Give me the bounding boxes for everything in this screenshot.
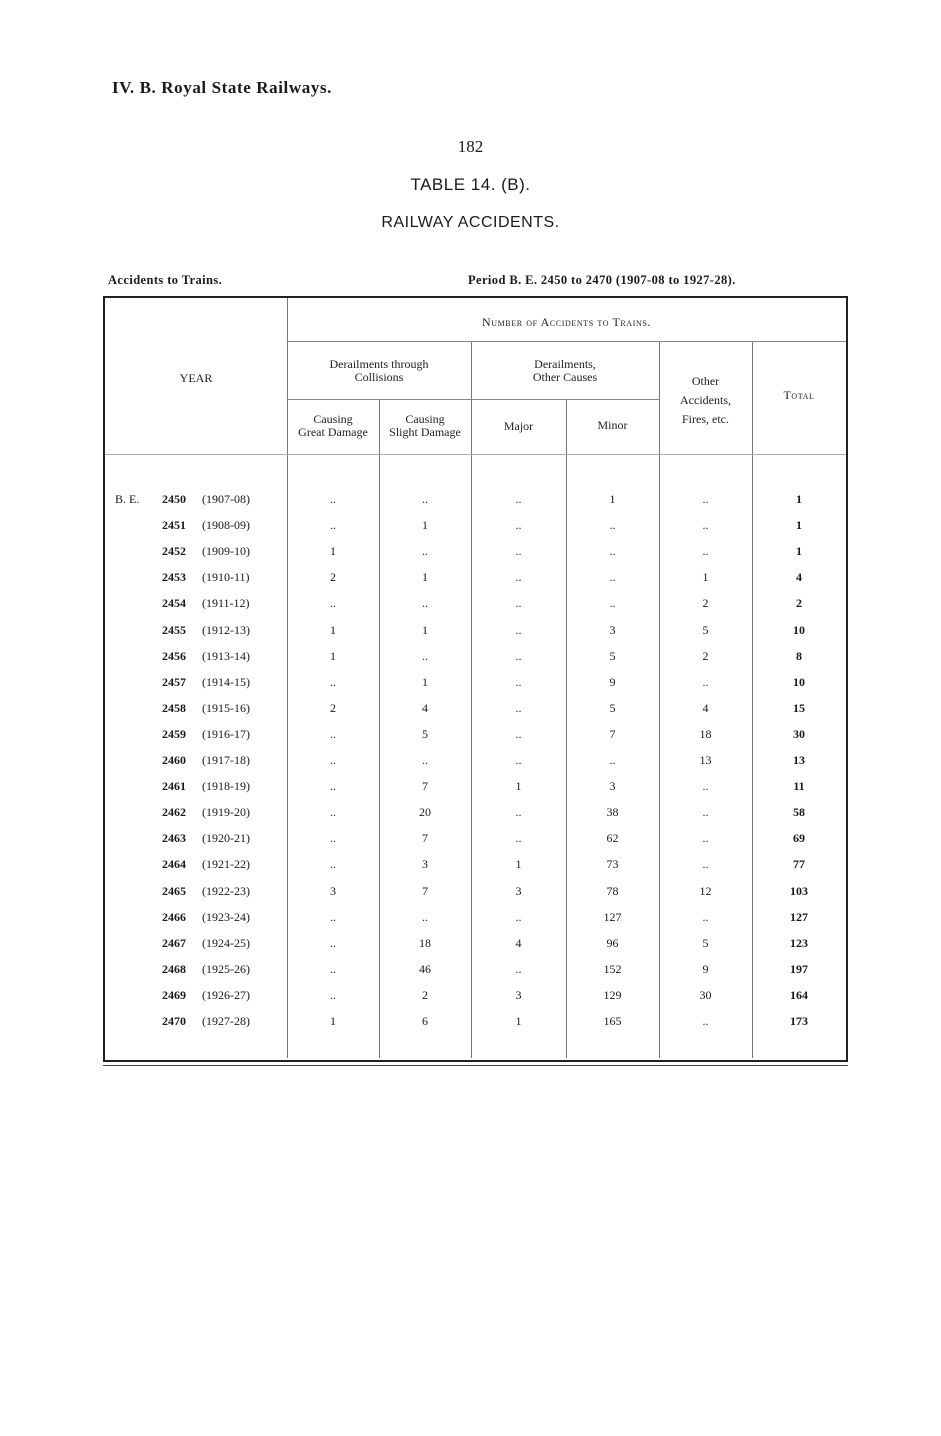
minor-cell: 1 <box>609 492 616 506</box>
other-cell: 13 <box>699 753 712 767</box>
slight-cell: 1 <box>422 570 428 585</box>
major-cell: .. <box>515 492 522 506</box>
minor-cell: 96 <box>606 935 619 950</box>
great-cell: .. <box>330 935 336 950</box>
major-cell: 3 <box>515 987 522 1002</box>
slight-cell: .. <box>422 648 428 663</box>
other-cell: .. <box>702 518 709 533</box>
great-cell: .. <box>330 518 336 533</box>
minor-cell: 62 <box>606 831 619 846</box>
great-cell: 1 <box>330 622 336 637</box>
buddhist-era-year: 2461 <box>162 779 186 794</box>
gregorian-year: (1911-12) <box>202 596 250 611</box>
table-right-caption: Period B. E. 2450 to 2470 (1907-08 to 1927-28). <box>468 273 736 287</box>
other-accidents-line-1: Other <box>691 374 720 388</box>
great-cell: .. <box>330 961 336 976</box>
table-row <box>0 831 941 857</box>
great-cell: .. <box>330 492 336 506</box>
collisions-group-line-1: Derailments through <box>329 357 429 371</box>
total-cell: 13 <box>793 753 805 767</box>
table-row <box>0 544 941 570</box>
total-cell: 2 <box>796 596 802 611</box>
minor-cell: 127 <box>603 909 622 924</box>
other-cell: .. <box>702 909 709 924</box>
major-cell: .. <box>515 622 522 637</box>
major-cell: .. <box>515 674 522 689</box>
gregorian-year: (1918-19) <box>202 779 250 794</box>
other-causes-group-heading <box>471 358 659 384</box>
gregorian-year: (1915-16) <box>202 700 250 715</box>
buddhist-era-year: 2467 <box>162 935 186 950</box>
other-accidents-heading <box>659 372 752 429</box>
total-cell: 164 <box>790 987 808 1002</box>
buddhist-era-year: 2452 <box>162 544 186 559</box>
slight-cell: 2 <box>422 987 428 1002</box>
gregorian-year: (1926-27) <box>202 987 250 1002</box>
total-cell: 15 <box>793 700 805 715</box>
total-cell: 103 <box>790 883 808 898</box>
major-cell: .. <box>515 805 522 820</box>
buddhist-era-year: 2470 <box>162 1014 186 1028</box>
great-damage-line-1: Causing <box>313 412 353 426</box>
buddhist-era-year: 2458 <box>162 700 186 715</box>
table-row <box>0 936 941 962</box>
buddhist-era-year: 2457 <box>162 674 186 689</box>
other-cell: .. <box>702 544 709 559</box>
total-cell: 69 <box>793 831 805 846</box>
gregorian-year: (1907-08) <box>202 492 250 506</box>
other-cell: 5 <box>702 935 709 950</box>
total-cell: 1 <box>796 518 802 533</box>
table-row <box>0 701 941 727</box>
total-cell: 10 <box>793 622 805 637</box>
total-cell: 77 <box>793 857 805 872</box>
table-row <box>0 753 941 779</box>
section-title: IV. B. Royal State Railways. <box>112 78 333 97</box>
minor-cell: 3 <box>609 622 616 637</box>
gregorian-year: (1912-13) <box>202 622 250 637</box>
other-cell: 2 <box>702 648 709 663</box>
great-damage-line-2: Great Damage <box>298 425 368 439</box>
great-cell: 3 <box>330 883 336 898</box>
other-cell: .. <box>702 779 709 794</box>
slight-cell: .. <box>422 596 428 611</box>
other-cell: 4 <box>702 700 709 715</box>
other-cell: 5 <box>702 622 709 637</box>
slight-cell: 20 <box>419 805 431 820</box>
minor-cell: .. <box>609 753 616 767</box>
other-cell: .. <box>702 1014 709 1028</box>
buddhist-era-year: 2464 <box>162 857 186 872</box>
great-cell: .. <box>330 753 336 767</box>
slight-cell: .. <box>422 909 428 924</box>
buddhist-era-year: 2462 <box>162 805 186 820</box>
collisions-group-line-2: Collisions <box>354 370 404 384</box>
minor-cell: 5 <box>609 648 616 663</box>
great-cell: .. <box>330 831 336 846</box>
major-cell: 3 <box>515 883 522 898</box>
great-cell: .. <box>330 805 336 820</box>
table-row <box>0 805 941 831</box>
table-row <box>0 623 941 649</box>
other-cell: 30 <box>699 987 712 1002</box>
other-accidents-line-2: Accidents, <box>680 393 731 407</box>
slight-damage-heading <box>379 413 471 439</box>
buddhist-era-year: 2459 <box>162 726 186 741</box>
total-cell: 4 <box>796 570 802 585</box>
buddhist-era-year: 2460 <box>162 753 186 767</box>
other-cell: .. <box>702 805 709 820</box>
slight-damage-line-1: Causing <box>405 412 445 426</box>
header-rule <box>105 454 846 455</box>
minor-cell: .. <box>609 518 616 533</box>
slight-cell: 1 <box>422 674 428 689</box>
table-row <box>0 518 941 544</box>
slight-cell: 7 <box>422 831 428 846</box>
minor-cell: 3 <box>609 779 616 794</box>
other-cell: 1 <box>702 570 709 585</box>
major-cell: .. <box>515 726 522 741</box>
other-cell: 18 <box>699 726 712 741</box>
minor-heading: Minor <box>597 418 628 432</box>
era-label: B. E. <box>115 492 140 506</box>
total-cell: 173 <box>790 1014 808 1028</box>
great-cell: .. <box>330 726 336 741</box>
gregorian-year: (1921-22) <box>202 857 250 872</box>
major-cell: .. <box>515 753 522 767</box>
minor-cell: 7 <box>609 726 616 741</box>
other-cell: .. <box>702 831 709 846</box>
buddhist-era-year: 2453 <box>162 570 186 585</box>
slight-cell: 4 <box>422 700 428 715</box>
great-cell: .. <box>330 909 336 924</box>
table-row <box>0 962 941 988</box>
minor-cell: 152 <box>603 961 622 976</box>
buddhist-era-year: 2451 <box>162 518 186 533</box>
table-row <box>0 570 941 596</box>
major-cell: .. <box>515 909 522 924</box>
great-cell: 1 <box>330 648 336 663</box>
slight-damage-line-2: Slight Damage <box>389 425 461 439</box>
table-row <box>0 910 941 936</box>
table-row <box>0 727 941 753</box>
major-cell: 1 <box>515 1014 522 1028</box>
gregorian-year: (1922-23) <box>202 883 250 898</box>
gregorian-year: (1920-21) <box>202 831 250 846</box>
minor-cell: .. <box>609 570 616 585</box>
total-heading: Total <box>783 388 815 402</box>
other-accidents-line-3: Fires, etc. <box>682 412 729 426</box>
table-row <box>0 779 941 805</box>
gregorian-year: (1910-11) <box>202 570 250 585</box>
total-cell: 11 <box>793 779 805 794</box>
total-cell: 1 <box>796 492 802 506</box>
table-row <box>0 596 941 622</box>
total-cell: 30 <box>793 726 805 741</box>
slight-cell: 7 <box>422 883 428 898</box>
header-rule <box>287 399 659 400</box>
minor-cell: .. <box>609 596 616 611</box>
slight-cell: .. <box>422 544 428 559</box>
total-cell: 123 <box>790 935 808 950</box>
slight-cell: 5 <box>422 726 428 741</box>
minor-cell: 73 <box>606 857 619 872</box>
great-cell: .. <box>330 987 336 1002</box>
slight-cell: 46 <box>419 961 431 976</box>
gregorian-year: (1916-17) <box>202 726 250 741</box>
other-cell: .. <box>702 857 709 872</box>
minor-cell: 38 <box>606 805 619 820</box>
other-causes-group-line-1: Derailments, <box>534 357 596 371</box>
minor-cell: 129 <box>603 987 622 1002</box>
buddhist-era-year: 2455 <box>162 622 186 637</box>
great-cell: .. <box>330 779 336 794</box>
minor-cell: 165 <box>603 1014 622 1028</box>
gregorian-year: (1913-14) <box>202 648 250 663</box>
gregorian-year: (1925-26) <box>202 961 250 976</box>
major-cell: 1 <box>515 779 522 794</box>
slight-cell: 1 <box>422 518 428 533</box>
slight-cell: .. <box>422 753 428 767</box>
great-cell: .. <box>330 674 336 689</box>
year-heading: YEAR <box>179 371 213 385</box>
gregorian-year: (1908-09) <box>202 518 250 533</box>
gregorian-year: (1924-25) <box>202 935 250 950</box>
other-cell: 9 <box>702 961 709 976</box>
total-cell: 197 <box>790 961 808 976</box>
buddhist-era-year: 2466 <box>162 909 186 924</box>
other-cell: 2 <box>702 596 709 611</box>
great-damage-heading <box>287 413 379 439</box>
great-cell: 2 <box>330 700 336 715</box>
table-subtitle: RAILWAY ACCIDENTS. <box>381 214 560 231</box>
slight-cell: 1 <box>422 622 428 637</box>
table-row <box>0 884 941 910</box>
table-row <box>0 988 941 1014</box>
major-cell: .. <box>515 700 522 715</box>
table-row <box>0 1014 941 1040</box>
other-cell: 12 <box>699 883 712 898</box>
gregorian-year: (1923-24) <box>202 909 250 924</box>
major-cell: .. <box>515 596 522 611</box>
great-cell: 2 <box>330 570 336 585</box>
number-of-accidents-heading: Number of Accidents to Trains. <box>481 315 652 329</box>
great-cell: .. <box>330 596 336 611</box>
table-row <box>0 675 941 701</box>
gregorian-year: (1927-28) <box>202 1014 250 1028</box>
table-row <box>0 649 941 675</box>
buddhist-era-year: 2469 <box>162 987 186 1002</box>
gregorian-year: (1917-18) <box>202 753 250 767</box>
total-cell: 10 <box>793 674 805 689</box>
other-cell: .. <box>702 492 709 506</box>
buddhist-era-year: 2450 <box>162 492 186 506</box>
buddhist-era-year: 2465 <box>162 883 186 898</box>
buddhist-era-year: 2454 <box>162 596 186 611</box>
table-left-caption: Accidents to Trains. <box>108 273 223 287</box>
total-cell: 8 <box>796 648 802 663</box>
slight-cell: 3 <box>422 857 428 872</box>
major-cell: .. <box>515 518 522 533</box>
slight-cell: .. <box>422 492 428 506</box>
other-cell: .. <box>702 674 709 689</box>
total-cell: 127 <box>790 909 808 924</box>
table-row <box>0 492 941 518</box>
major-cell: 4 <box>515 935 522 950</box>
minor-cell: .. <box>609 544 616 559</box>
major-cell: .. <box>515 570 522 585</box>
page-number: 182 <box>457 137 484 156</box>
great-cell: 1 <box>330 544 336 559</box>
major-cell: 1 <box>515 857 522 872</box>
buddhist-era-year: 2468 <box>162 961 186 976</box>
gregorian-year: (1914-15) <box>202 674 250 689</box>
great-cell: 1 <box>330 1014 336 1028</box>
major-cell: .. <box>515 544 522 559</box>
other-causes-group-line-2: Other Causes <box>532 370 598 384</box>
total-cell: 58 <box>793 805 805 820</box>
major-cell: .. <box>515 831 522 846</box>
collisions-group-heading <box>287 358 471 384</box>
slight-cell: 18 <box>419 935 431 950</box>
gregorian-year: (1919-20) <box>202 805 250 820</box>
major-heading: Major <box>503 419 534 433</box>
slight-cell: 7 <box>422 779 428 794</box>
total-cell: 1 <box>796 544 802 559</box>
great-cell: .. <box>330 857 336 872</box>
gregorian-year: (1909-10) <box>202 544 250 559</box>
slight-cell: 6 <box>422 1014 428 1028</box>
major-cell: .. <box>515 648 522 663</box>
table-title: TABLE 14. (B). <box>410 175 531 194</box>
header-rule <box>287 341 846 342</box>
buddhist-era-year: 2463 <box>162 831 186 846</box>
major-cell: .. <box>515 961 522 976</box>
minor-cell: 78 <box>606 883 619 898</box>
buddhist-era-year: 2456 <box>162 648 186 663</box>
table-row <box>0 857 941 883</box>
minor-cell: 9 <box>609 674 616 689</box>
minor-cell: 5 <box>609 700 616 715</box>
